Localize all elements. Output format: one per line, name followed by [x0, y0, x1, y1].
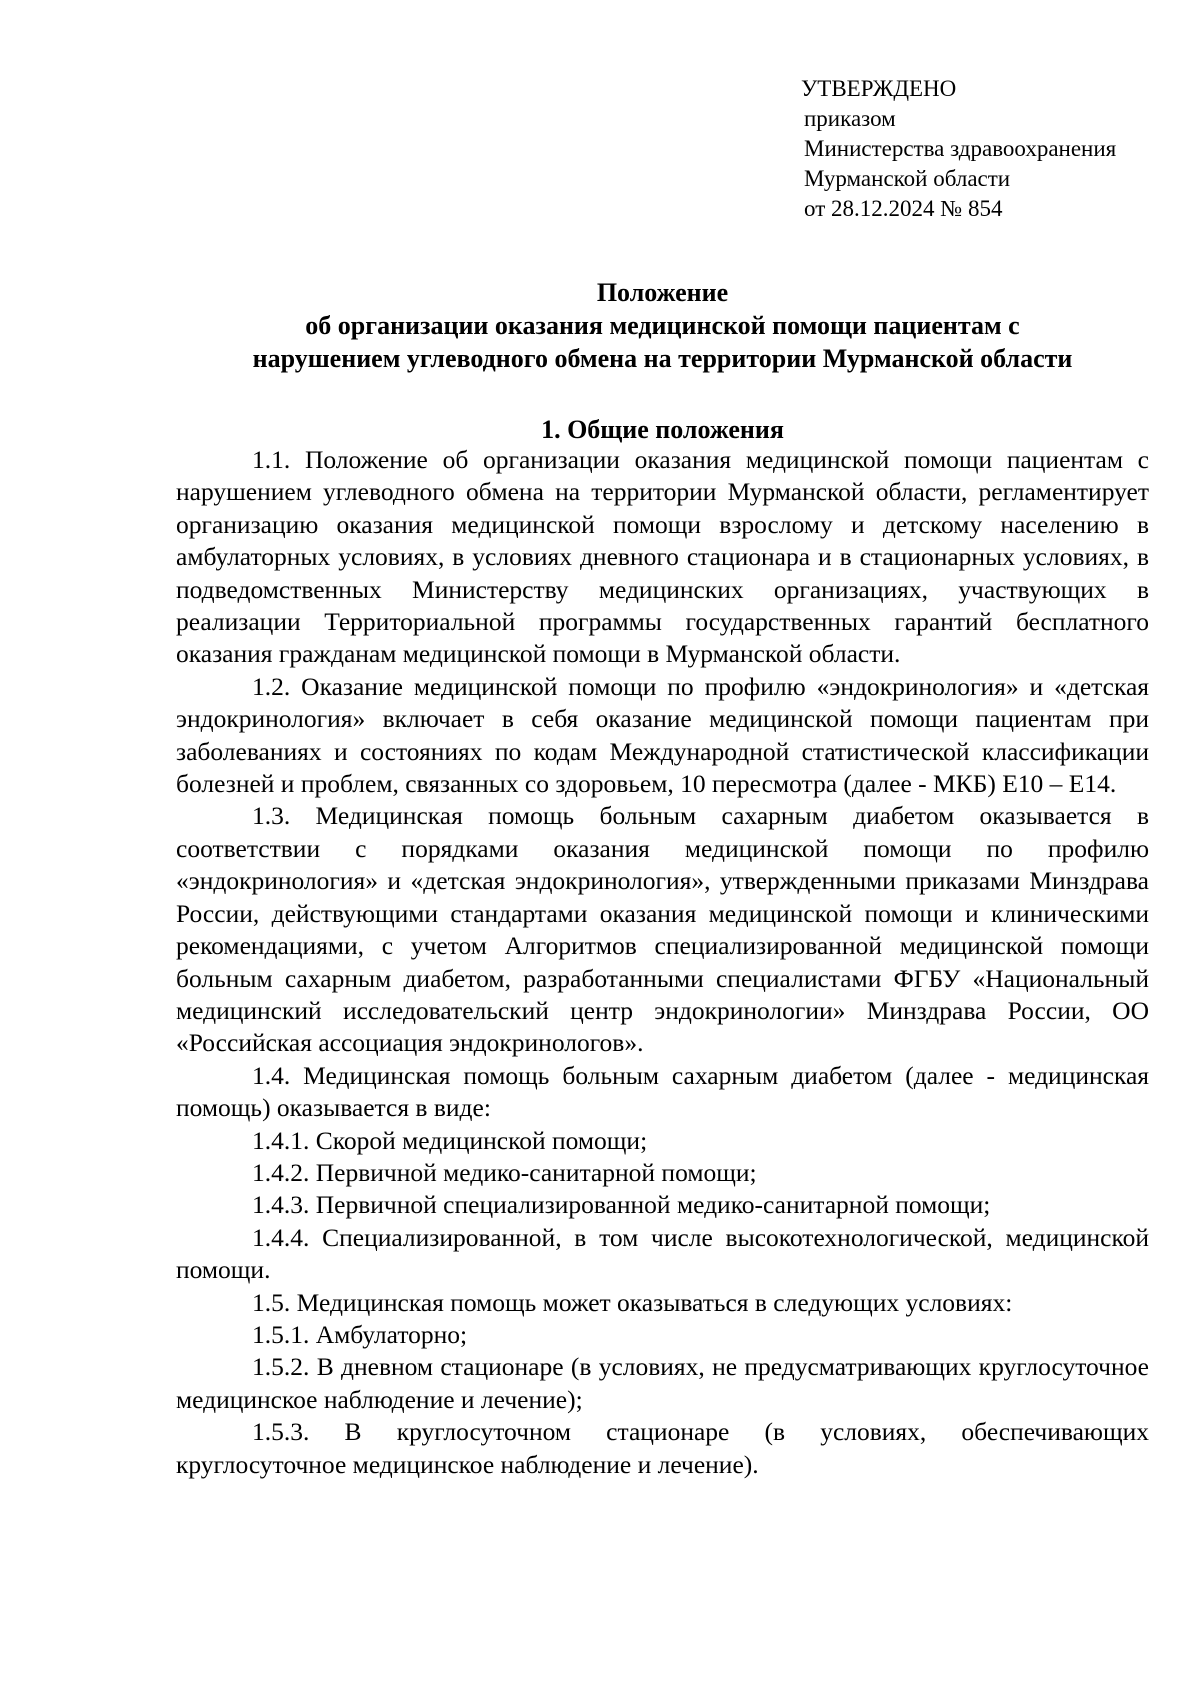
paragraph-1-5-1: 1.5.1. Амбулаторно; — [252, 1319, 468, 1349]
paragraph-1-4-3: 1.4.3. Первичной специализированной медико-санитарной помощи; — [252, 1190, 991, 1220]
paragraph-1-5: 1.5. Медицинская помощь может оказываться в следующих условиях: — [252, 1287, 1013, 1317]
approval-line: Мурманской области — [804, 166, 1011, 191]
section-body — [176, 444, 1149, 1481]
paragraph-1-5-3: 1.5.3. В круглосуточном стационаре (в условиях, обеспечивающих круглосуточное медицинское наблюдение и лечение). — [176, 1417, 1149, 1479]
approval-line: приказом — [804, 106, 896, 131]
paragraph-1-1: 1.1. Положение об организации оказания медицинской помощи пациентам с нарушением углеводного обмена на территории Мурманской области, регламентирует организацию оказания медицинской помощи взрослому и детскому населению в амбулаторных условиях, в условиях дневного стационара и в стационарных условиях, в подведомственных Министерству медицинских организациях, участвующих в реализации Территориальной программы государственных гарантий бесплатного оказания гражданам медицинской помощи в Мурманской области. — [176, 445, 1149, 669]
title-line: Положение — [596, 278, 729, 307]
paragraph-1-4: 1.4. Медицинская помощь больным сахарным диабетом (далее - медицинская помощь) оказывается в виде: — [176, 1060, 1149, 1123]
paragraph-1-4-2: 1.4.2. Первичной медико-санитарной помощи; — [252, 1157, 757, 1187]
title-line: нарушением углеводного обмена на территории Мурманской области — [252, 344, 1073, 373]
paragraph-1-2: 1.2. Оказание медицинской помощи по профилю «эндокринология» и «детская эндокринология» включает в себя оказание медицинской помощи пациентам при заболеваниях и состояниях по кодам Международной статистической классификации болезней и проблем, связанных со здоровьем, 10 пересмотра (далее - МКБ) Е10 – Е14. — [176, 671, 1149, 799]
approval-date-number: от 28.12.2024 № 854 — [804, 196, 1003, 221]
approval-stamp-block — [801, 74, 1117, 224]
paragraph-1-4-4: 1.4.4. Специализированной, в том числе высокотехнологической, медицинской помощи. — [176, 1222, 1149, 1285]
document-title — [175, 276, 1150, 375]
title-line: об организации оказания медицинской помощи пациентам с — [305, 311, 1020, 340]
paragraph-1-4-1: 1.4.1. Скорой медицинской помощи; — [252, 1125, 648, 1155]
paragraph-1-5-2: 1.5.2. В дневном стационаре (в условиях, не предусматривающих круглосуточное медицинское наблюдение и лечение); — [176, 1352, 1149, 1414]
approval-heading: УТВЕРЖДЕНО — [801, 76, 957, 101]
paragraph-1-3: 1.3. Медицинская помощь больным сахарным диабетом оказывается в соответствии с порядками оказания медицинской помощи по профилю «эндокринология» и «детская эндокринология», утвержденными приказами Минздрава России, действующими стандартами оказания медицинской помощи и клиническими рекомендациями, с учетом Алгоритмов специализированной медицинской помощи больным сахарным диабетом, разработанными специалистами ФГБУ «Национальный медицинский исследовательский центр эндокринологии» Минздрава России, ОО «Российская ассоциация эндокринологов». — [176, 801, 1149, 1058]
approval-line: Министерства здравоохранения — [804, 136, 1117, 161]
section-heading: 1. Общие положения — [541, 415, 784, 444]
